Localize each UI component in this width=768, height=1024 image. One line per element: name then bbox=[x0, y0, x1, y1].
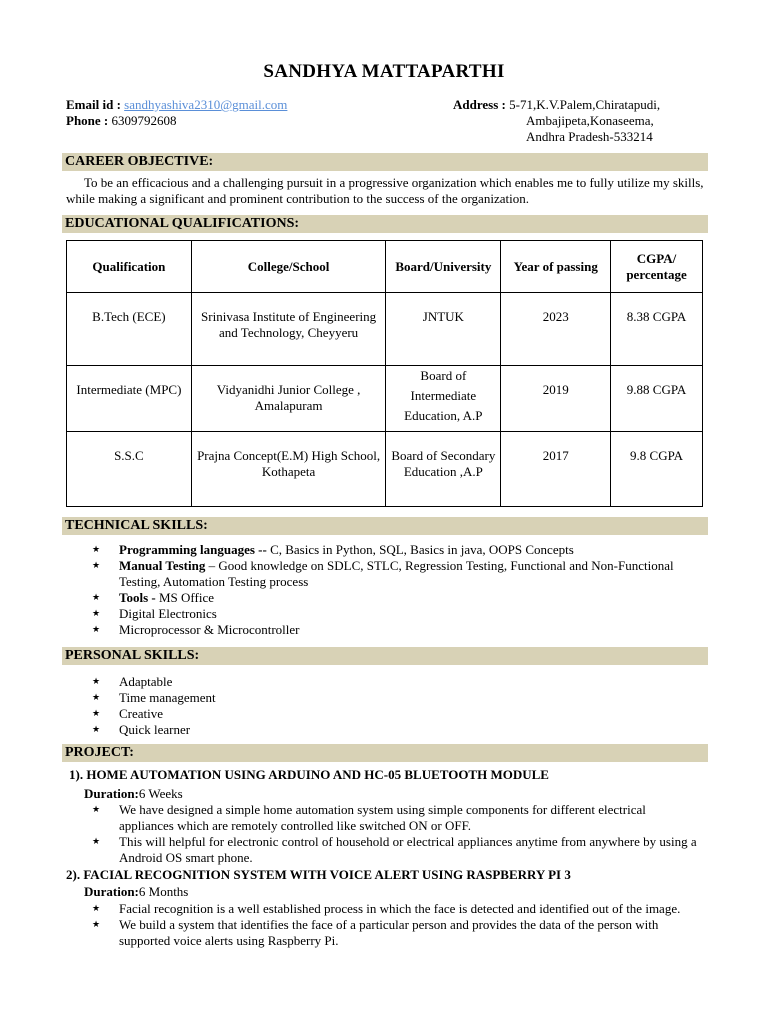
skill-text: Digital Electronics bbox=[119, 606, 217, 621]
project-title: 1). HOME AUTOMATION USING ARDUINO AND HC-05 BLUETOOTH MODULE bbox=[69, 767, 549, 782]
table-cell: Prajna Concept(E.M) High School, Kothapeta bbox=[191, 432, 386, 507]
column-header: Qualification bbox=[67, 241, 192, 293]
list-item: ★ This will helpful for electronic control of household or electrical appliances anytime from anywhere by using a Android OS smart phone. bbox=[92, 834, 702, 866]
column-header: Board/University bbox=[386, 241, 501, 293]
table-cell: Srinivasa Institute of Engineering and Technology, Cheyyeru bbox=[191, 293, 386, 366]
table-cell: Board of Intermediate Education, A.P bbox=[386, 366, 501, 432]
table-cell: 2023 bbox=[501, 293, 611, 366]
table-cell: JNTUK bbox=[386, 293, 501, 366]
table-cell: Board of Secondary Education ,A.P bbox=[386, 432, 501, 507]
duration-value: 6 Months bbox=[138, 884, 189, 899]
address-line-2: Ambajipeta,Konaseema, bbox=[526, 113, 654, 128]
duration-label: Duration: bbox=[84, 884, 139, 899]
email-link[interactable]: sandhyashiva2310@gmail.com bbox=[124, 97, 288, 112]
table-cell: 2019 bbox=[501, 366, 611, 432]
project-points bbox=[92, 901, 702, 949]
career-objective-heading: CAREER OBJECTIVE: bbox=[62, 153, 708, 171]
contact-info bbox=[66, 97, 287, 129]
table-row bbox=[67, 293, 703, 366]
table-cell: 8.38 CGPA bbox=[611, 293, 703, 366]
education-table bbox=[66, 240, 703, 507]
email-label: Email id : bbox=[66, 97, 121, 112]
candidate-name: SANDHYA MATTAPARTHI bbox=[263, 61, 505, 82]
duration-value: 6 Weeks bbox=[138, 786, 183, 801]
table-cell: 2017 bbox=[501, 432, 611, 507]
list-item bbox=[92, 622, 702, 638]
technical-skills-heading: TECHNICAL SKILLS: bbox=[62, 517, 708, 535]
personal-skills-heading: PERSONAL SKILLS: bbox=[62, 647, 708, 665]
skill-text: C, Basics in Python, SQL, Basics in java, OOPS Concepts bbox=[266, 542, 574, 557]
skill-label: Manual Testing bbox=[119, 558, 206, 573]
list-item: ★ Creative bbox=[92, 706, 702, 722]
list-item: ★ Facial recognition is a well established process in which the face is detected and identified out of the image. bbox=[92, 901, 702, 917]
list-item bbox=[92, 606, 702, 622]
project-duration bbox=[84, 884, 188, 900]
table-row bbox=[67, 366, 703, 432]
table-cell: 9.88 CGPA bbox=[611, 366, 703, 432]
list-item: ★ Quick learner bbox=[92, 722, 702, 738]
address-label: Address : bbox=[453, 97, 506, 112]
skill-text: – Good knowledge on SDLC, STLC, Regression Testing, Functional and Non-Functional Testing, Automation Testing process bbox=[119, 558, 674, 589]
list-item: ★ We have designed a simple home automation system using simple components for different electrical appliances which are remotely controlled like switched ON or OFF. bbox=[92, 802, 702, 834]
list-item: ★ Adaptable bbox=[92, 674, 702, 690]
technical-skills-list bbox=[92, 542, 702, 638]
address-line-1: 5-71,K.V.Palem,Chiratapudi, bbox=[509, 97, 661, 112]
skill-label: Tools - bbox=[119, 590, 156, 605]
table-cell: Vidyanidhi Junior College , Amalapuram bbox=[191, 366, 386, 432]
address-block bbox=[453, 97, 743, 145]
table-cell: 9.8 CGPA bbox=[611, 432, 703, 507]
address-line-3: Andhra Pradesh-533214 bbox=[526, 129, 653, 144]
column-header: Year of passing bbox=[501, 241, 611, 293]
table-cell: S.S.C bbox=[67, 432, 192, 507]
project-points bbox=[92, 802, 702, 866]
project-heading: PROJECT: bbox=[62, 744, 708, 762]
project-duration bbox=[84, 786, 183, 802]
list-item bbox=[92, 558, 702, 590]
career-objective-text: To be an efficacious and a challenging pursuit in a progressive organization which enables me to fully utilize my skills, while making a significant and prominent contribution to the success of the organization. bbox=[66, 175, 704, 206]
phone-label: Phone : bbox=[66, 113, 109, 128]
duration-label: Duration: bbox=[84, 786, 139, 801]
list-item bbox=[92, 590, 702, 606]
column-header: College/School bbox=[191, 241, 386, 293]
list-item bbox=[92, 542, 702, 558]
table-header-row bbox=[67, 241, 703, 293]
column-header: CGPA/ percentage bbox=[611, 241, 703, 293]
table-cell: B.Tech (ECE) bbox=[67, 293, 192, 366]
personal-skills-list bbox=[92, 674, 702, 738]
list-item: ★ We build a system that identifies the face of a particular person and provides the data of the person with supported voice alerts using Raspberry Pi. bbox=[92, 917, 702, 949]
phone-number: 6309792608 bbox=[111, 113, 177, 128]
table-row bbox=[67, 432, 703, 507]
skill-text: MS Office bbox=[155, 590, 214, 605]
skill-text: Microprocessor & Microcontroller bbox=[119, 622, 300, 637]
project-title: 2). FACIAL RECOGNITION SYSTEM WITH VOICE ALERT USING RASPBERRY PI 3 bbox=[66, 867, 571, 882]
education-heading: EDUCATIONAL QUALIFICATIONS: bbox=[62, 215, 708, 233]
table-cell: Intermediate (MPC) bbox=[67, 366, 192, 432]
list-item: ★ Time management bbox=[92, 690, 702, 706]
skill-label: Programming languages -- bbox=[119, 542, 267, 557]
